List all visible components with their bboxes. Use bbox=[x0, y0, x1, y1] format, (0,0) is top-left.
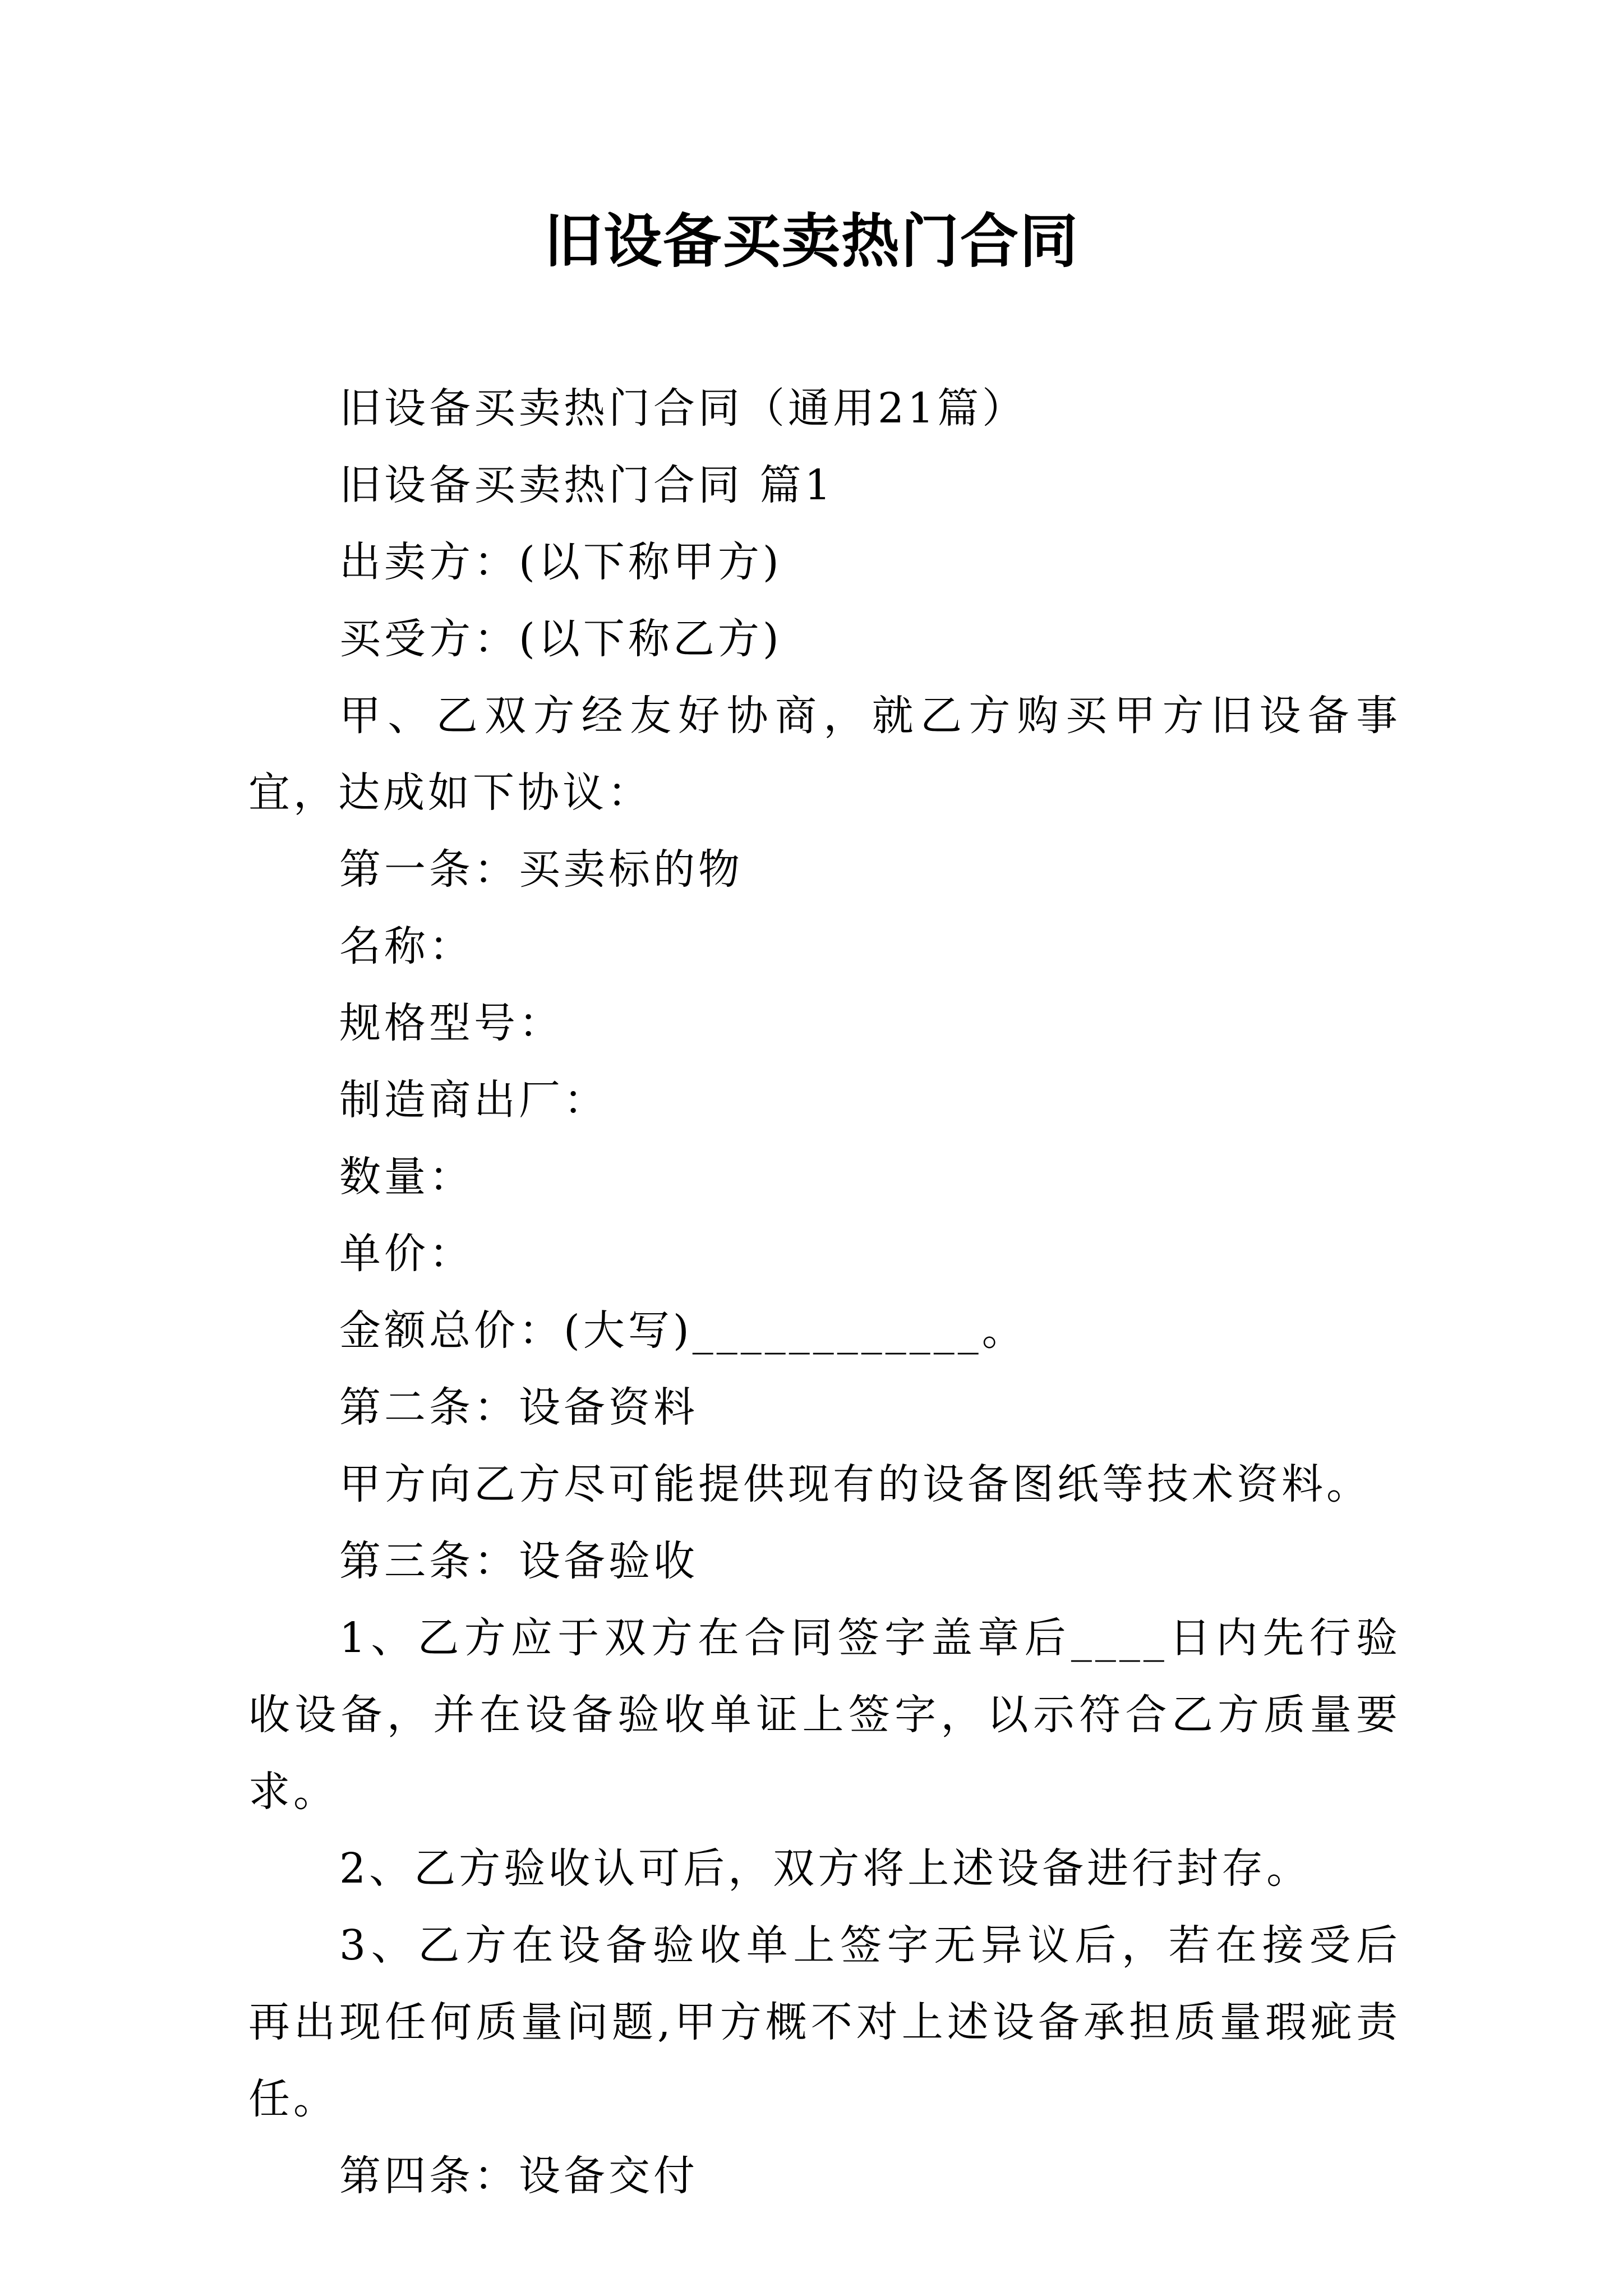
paragraph-preamble: 甲、乙双方经友好协商，就乙方购买甲方旧设备事宜，达成如下协议： bbox=[248, 692, 1401, 817]
paragraph-clause-3-2: 2、乙方验收认可后，双方将上述设备进行封存。 bbox=[339, 1844, 1312, 1893]
paragraph-clause-3-3: 3、乙方在设备验收单上签字无异议后，若在接受后再出现任何质量问题,甲方概不对上述设备承担质量瑕疵责任。 bbox=[248, 1921, 1401, 2123]
paragraph-unit-price-field: 单价： bbox=[339, 1230, 474, 1278]
paragraph-article-2: 第二条：设备资料 bbox=[339, 1383, 698, 1432]
paragraph-article-3: 第三条：设备验收 bbox=[339, 1537, 698, 1585]
paragraph-seller: 出卖方：(以下称甲方) bbox=[339, 538, 782, 586]
paragraph-spec-field: 规格型号： bbox=[339, 999, 564, 1047]
paragraph-manufacturer-field: 制造商出厂： bbox=[339, 1076, 608, 1124]
paragraph-buyer: 买受方：(以下称乙方) bbox=[339, 615, 782, 663]
paragraph-clause-3-1: 1、乙方应于双方在合同签字盖章后____日内先行验收设备，并在设备验收单证上签字，以示符合乙方质量要求。 bbox=[248, 1614, 1401, 1816]
paragraph-section-heading: 旧设备买卖热门合同 篇1 bbox=[339, 461, 834, 509]
paragraph-article-1: 第一条：买卖标的物 bbox=[339, 845, 743, 894]
paragraph-collection-title: 旧设备买卖热门合同（通用21篇） bbox=[339, 384, 1027, 432]
paragraph-quantity-field: 数量： bbox=[339, 1153, 474, 1201]
document-title: 旧设备买卖热门合同 bbox=[543, 206, 1079, 275]
paragraph-total-price-field: 金额总价：(大写)____________。 bbox=[339, 1306, 1027, 1355]
paragraph-article-4: 第四条：设备交付 bbox=[339, 2152, 698, 2200]
document-body bbox=[248, 370, 1401, 2215]
paragraph-name-field: 名称： bbox=[339, 922, 474, 970]
paragraph-technical-docs: 甲方向乙方尽可能提供现有的设备图纸等技术资料。 bbox=[339, 1460, 1371, 1508]
